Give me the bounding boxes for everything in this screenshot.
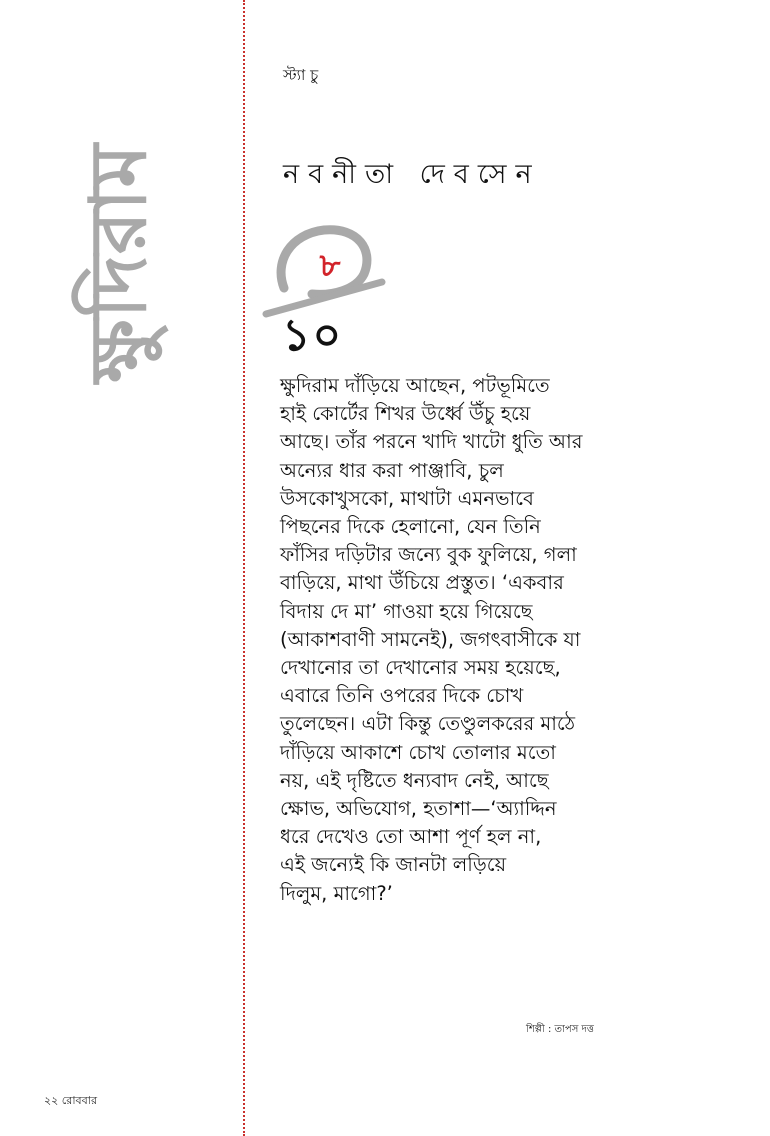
- body-line: (আকাশবাণী সামনেই), জগৎবাসীকে যা: [280, 627, 581, 651]
- body-line: ক্ষুদিরাম দাঁড়িয়ে আছেন, পটভূমিতে: [280, 374, 550, 397]
- article-body: [280, 372, 583, 908]
- body-line: বাড়িয়ে, মাথা উঁচিয়ে প্রস্তুত। ‘একবার: [280, 571, 564, 595]
- body-line: হাই কোর্টের শিখর উর্ধ্বে উঁচু হয়ে: [280, 402, 531, 426]
- body-line: এই জন্যেই কি জানটা লড়িয়ে: [280, 853, 507, 877]
- body-line: তুলেছেন। এটা কিন্তু তেণ্ডুলকরের মাঠে: [280, 712, 576, 736]
- column-divider: [243, 0, 245, 1136]
- vertical-title-text: ক্ষুদিরাম: [74, 143, 164, 383]
- artist-credit: শিল্পী : তাপস দত্ত: [526, 1024, 594, 1035]
- body-line: ফাঁসির দড়িটার জন্যে বুক ফুলিয়ে, গলা: [280, 543, 577, 567]
- body-line: উসকোখুসকো, মাথাটা এমনভাবে: [280, 486, 534, 510]
- body-line: আছে। তাঁর পরনে খাদি খাটো ধুতি আর: [280, 430, 583, 454]
- body-line: ক্ষোভ, অভিযোগ, হতাশা—‘অ্যাদ্দিন: [280, 797, 557, 821]
- body-line: পিছনের দিকে হেলানো, যেন তিনি: [280, 515, 541, 539]
- score-denominator: ১০: [282, 310, 344, 361]
- body-line: অন্যের ধার করা পাঞ্জাবি, চুল: [280, 458, 504, 482]
- section-label: স্ট্যা চু: [283, 66, 319, 84]
- body-line: ধরে দেখেও তো আশা পূর্ণ হল না,: [280, 825, 542, 849]
- score-numerator: ৮: [319, 246, 341, 284]
- page-folio: ২২ রোববার: [44, 1094, 97, 1107]
- body-line: বিদায় দে মা’ গাওয়া হয়ে গিয়েছে: [280, 599, 533, 623]
- score-fraction: [262, 210, 402, 360]
- body-line: এবারে তিনি ওপরের দিকে চোখ: [280, 684, 524, 708]
- body-line: দাঁড়িয়ে আকাশে চোখ তোলার মতো: [280, 740, 556, 764]
- author-name: নবনীতা দেবসেন: [283, 159, 541, 190]
- body-line: নয়, এই দৃষ্টিতে ধন্যবাদ নেই, আছে: [280, 768, 549, 792]
- vertical-title: [48, 143, 198, 383]
- body-line: দেখানোর তা দেখানোর সময় হয়েছে,: [280, 656, 561, 680]
- body-line: দিলুম, মাগো?’: [280, 881, 393, 905]
